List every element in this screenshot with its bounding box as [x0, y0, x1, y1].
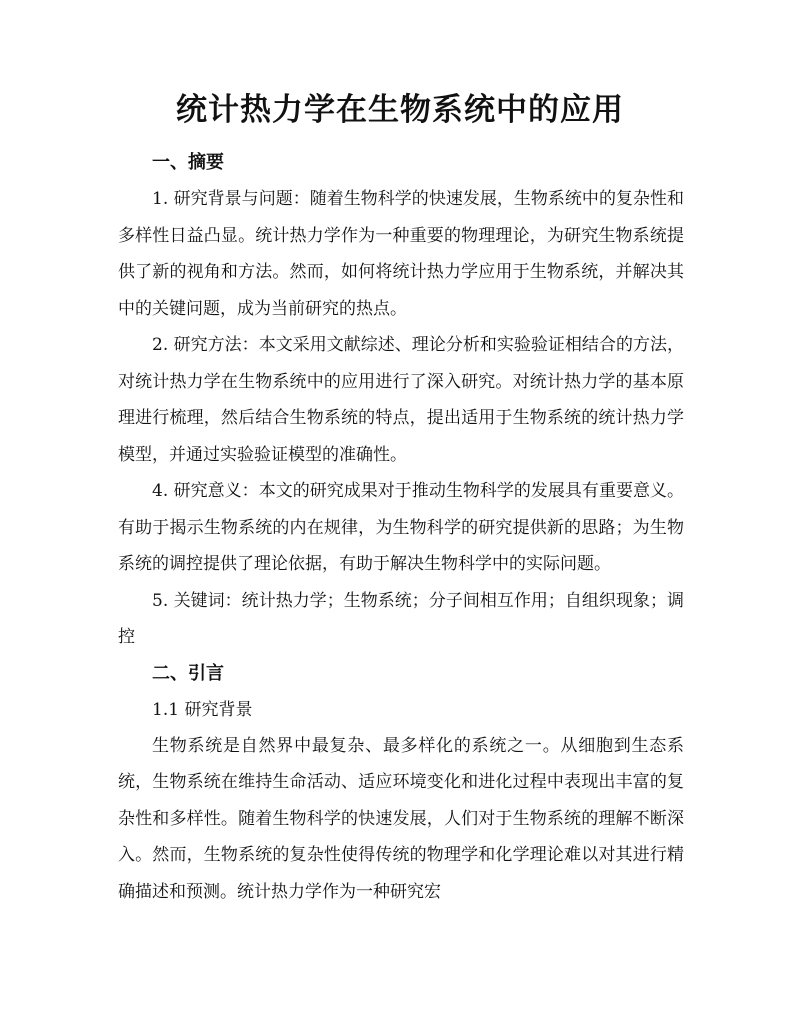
abstract-item-4: 4. 研究意义：本文的研究成果对于推动生物科学的发展具有重要意义。有助于揭示生物系统的内在规律，为生物科学的研究提供新的思路；为生物系统的调控提供了理论依据，有助于解决生物科学中的实际问题。	[118, 481, 684, 574]
abstract-item-2: 2. 研究方法：本文采用文献综述、理论分析和实验验证相结合的方法，对统计热力学在生物系统中的应用进行了深入研究。对统计热力学的基本原理进行梳理，然后结合生物系统的特点，提出适用于生物系统的统计热力学模型，并通过实验验证模型的准确性。	[118, 335, 684, 465]
section-heading-abstract: 一、摘要	[152, 152, 224, 173]
section-heading-introduction: 二、引言	[152, 662, 224, 684]
abstract-keywords: 5. 关键词：统计热力学；生物系统；分子间相互作用；自组织现象；调控	[118, 590, 684, 647]
document-body	[118, 145, 684, 910]
abstract-item-1: 1. 研究背景与问题：随着生物科学的快速发展，生物系统中的复杂性和多样性日益凸显。统计热力学作为一种重要的物理理论，为研究生物系统提供了新的视角和方法。然而，如何将统计热力学应用于生物系统，并解决其中的关键问题，成为当前研究的热点。	[118, 189, 684, 319]
document-title: 统计热力学在生物系统中的应用	[176, 92, 624, 128]
background-paragraph: 生物系统是自然界中最复杂、最多样化的系统之一。从细胞到生态系统，生物系统在维持生命活动、适应环境变化和进化过程中表现出丰富的复杂性和多样性。随着生物科学的快速发展，人们对于生物系统的理解不断深入。然而，生物系统的复杂性使得传统的物理学和化学理论难以对其进行精确描述和预测。统计热力学作为一种研究宏	[118, 735, 684, 902]
subsection-heading-background: 1.1 研究背景	[152, 699, 253, 720]
